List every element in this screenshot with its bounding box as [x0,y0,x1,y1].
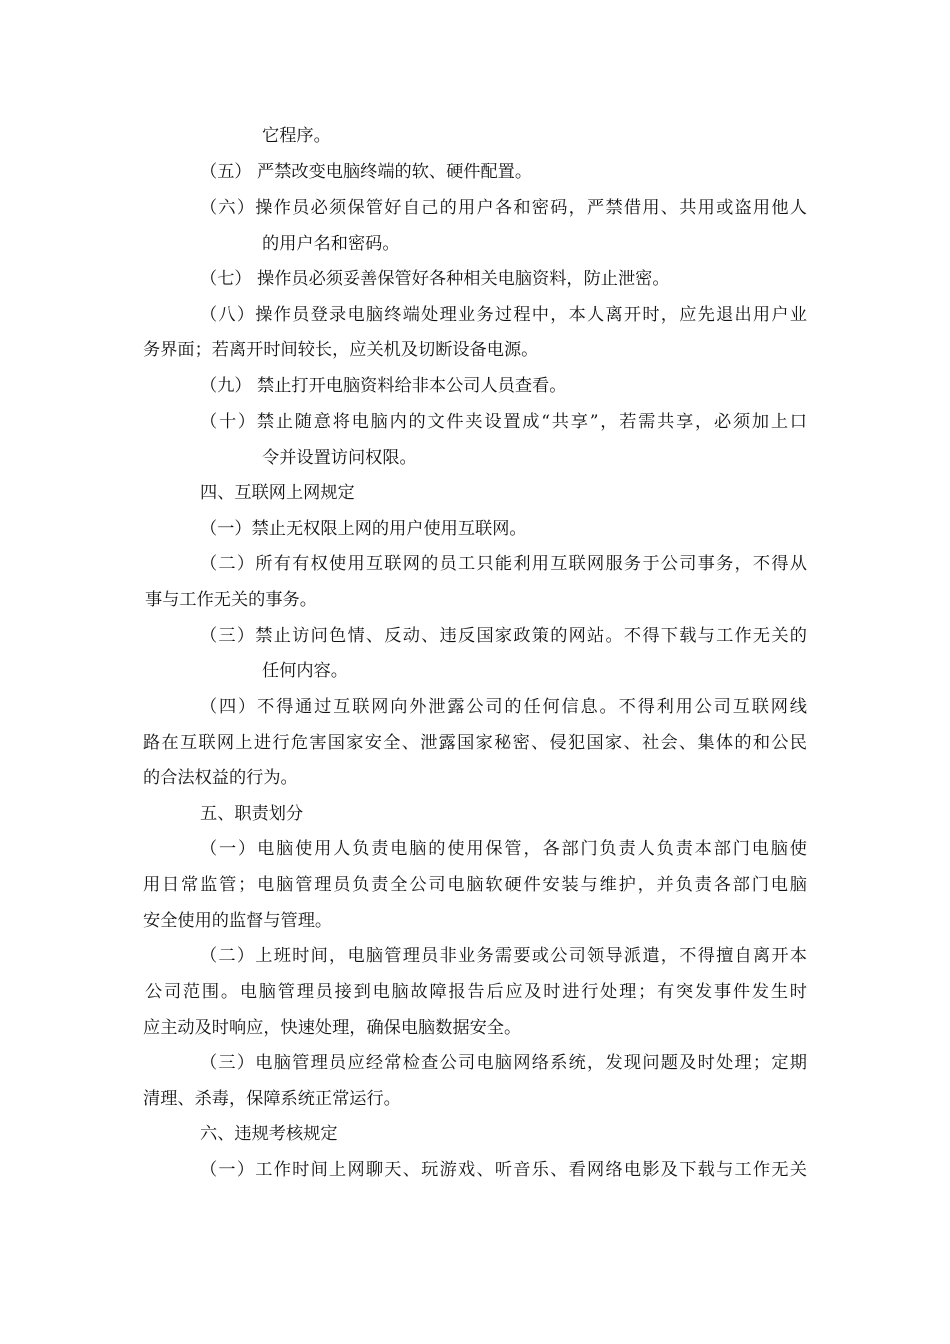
text-line: 务界面；若离开时间较长，应关机及切断设备电源。 [143,340,539,360]
text-line: （七） 操作员必须妥善保管好各种相关电脑资料，防止泄密。 [200,269,670,289]
text-line: （三）禁止访问色情、反动、违反国家政策的网站。不得下载与工作无关的 [200,626,807,646]
text-line: 用日常监管；电脑管理员负责全公司电脑软硬件安装与维护，并负责各部门电脑 [143,875,807,895]
text-line: 安全使用的监督与管理。 [143,911,333,931]
text-line: （一）禁止无权限上网的用户使用互联网。 [200,519,527,539]
text-line: （十）禁止随意将电脑内的文件夹设置成“共享”，若需共享，必须加上口 [200,412,807,432]
text-line: （三）电脑管理员应经常检查公司电脑网络系统，发现问题及时处理；定期 [200,1053,807,1073]
text-line: （四）不得通过互联网向外泄露公司的任何信息。不得利用公司互联网线 [200,697,807,717]
text-line: 清理、杀毒，保障系统正常运行。 [143,1089,401,1109]
text-line: （九） 禁止打开电脑资料给非本公司人员查看。 [200,376,567,396]
text-line: （二）上班时间，电脑管理员非业务需要或公司领导派遣，不得擅自离开本 [200,946,807,966]
text-line: 的合法权益的行为。 [143,768,298,788]
text-line: 它程序。 [262,126,331,146]
text-line: 令并设置访问权限。 [262,448,417,468]
text-line: （五） 严禁改变电脑终端的软、硬件配置。 [200,162,533,182]
text-line: 路在互联网上进行危害国家安全、泄露国家秘密、侵犯国家、社会、集体的和公民 [143,733,807,753]
text-line: （八）操作员登录电脑终端处理业务过程中，本人离开时，应先退出用户业 [200,305,807,325]
text-line: 公司范围。电脑管理员接到电脑故障报告后应及时进行处理；有突发事件发生时 [145,982,807,1002]
section-heading: 六、违规考核规定 [200,1124,338,1144]
text-line: （六）操作员必须保管好自己的用户各和密码，严禁借用、共用或盗用他人 [200,198,807,218]
section-heading: 四、互联网上网规定 [200,483,355,503]
text-line: 任何内容。 [262,661,348,681]
text-line: （二）所有有权使用互联网的员工只能利用互联网服务于公司事务，不得从 [200,554,807,574]
text-line: （一）工作时间上网聊天、玩游戏、听音乐、看网络电影及下载与工作无关 [200,1160,807,1180]
text-line: 事与工作无关的事务。 [145,590,317,610]
text-line: 的用户名和密码。 [262,234,400,254]
text-line: 应主动及时响应，快速处理，确保电脑数据安全。 [143,1018,522,1038]
section-heading: 五、职责划分 [200,804,304,824]
text-line: （一）电脑使用人负责电脑的使用保管，各部门负责人负责本部门电脑使 [200,839,807,859]
